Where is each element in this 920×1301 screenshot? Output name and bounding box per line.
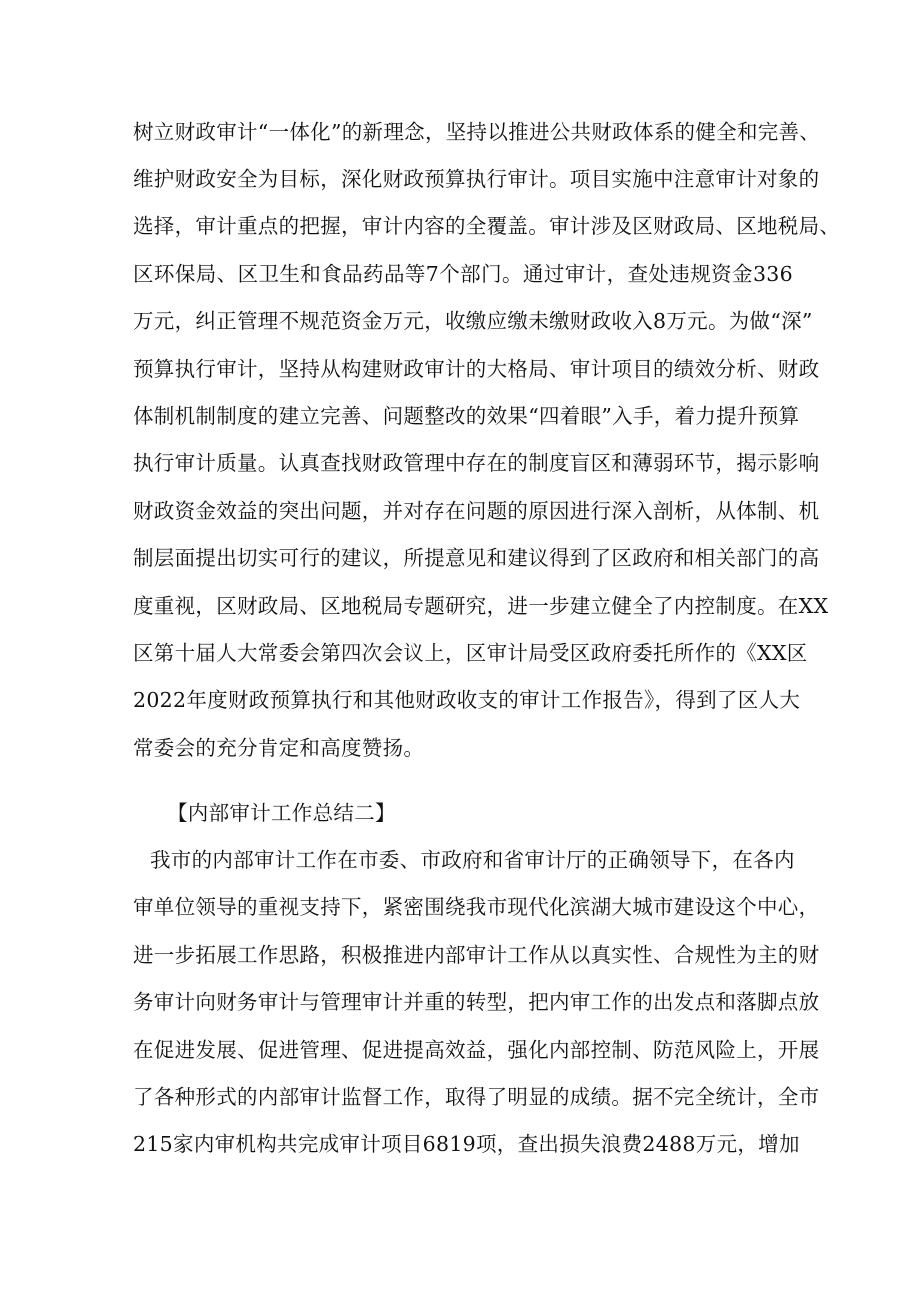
paragraph-2-line-2: 审单位领导的重视支持下，紧密围绕我市现代化滨湖大城市建设这个中心， [133, 895, 820, 919]
paragraph-1-line-5: 万元，纠正管理不规范资金万元，收缴应缴未缴财政收入8万元。为做“深” [133, 309, 813, 333]
paragraph-2-line-5: 在促进发展、促进管理、促进提高效益，强化内部控制、防范风险上，开展 [133, 1038, 820, 1062]
paragraph-1-line-7: 体制机制制度的建立完善、问题整改的效果“四着眼”入手，着力提升预算 [133, 404, 800, 428]
paragraph-1-line-3: 选择，审计重点的把握，审计内容的全覆盖。审计涉及区财政局、区地税局、 [133, 214, 841, 238]
paragraph-2-line-6: 了各种形式的内部审计监督工作，取得了明显的成绩。据不完全统计，全市 [133, 1085, 820, 1109]
paragraph-1-line-10: 制层面提出切实可行的建议，所提意见和建议得到了区政府和相关部门的高 [133, 546, 820, 570]
paragraph-1-line-11: 度重视，区财政局、区地税局专题研究，进一步建立健全了内控制度。在XX [133, 594, 829, 618]
paragraph-1-line-13: 2022年度财政预算执行和其他财政收支的审计工作报告》，得到了区人大 [133, 688, 801, 712]
paragraph-1-line-9: 财政资金效益的突出问题，并对存在问题的原因进行深入剖析，从体制、机 [133, 499, 820, 523]
paragraph-2-line-7: 215家内审机构共完成审计项目6819项，查出损失浪费2488万元，增加 [133, 1132, 800, 1156]
paragraph-1-line-1: 树立财政审计“一体化”的新理念，坚持以推进公共财政体系的健全和完善、 [133, 120, 821, 144]
paragraph-1-line-14: 常委会的充分肯定和高度赞扬。 [133, 736, 425, 760]
paragraph-2-line-4: 务审计向财务审计与管理审计并重的转型，把内审工作的出发点和落脚点放 [133, 990, 820, 1014]
paragraph-2-line-1: 我市的内部审计工作在市委、市政府和省审计厅的正确领导下，在各内 [150, 848, 795, 872]
paragraph-1-line-2: 维护财政安全为目标，深化财政预算执行审计。项目实施中注意审计对象的 [133, 167, 820, 191]
paragraph-2-line-3: 进一步拓展工作思路，积极推进内部审计工作从以真实性、合规性为主的财 [133, 943, 820, 967]
paragraph-1-line-6: 预算执行审计，坚持从构建财政审计的大格局、审计项目的绩效分析、财政 [133, 357, 820, 381]
paragraph-1-line-8: 执行审计质量。认真查找财政管理中存在的制度盲区和薄弱环节，揭示影响 [133, 451, 820, 475]
paragraph-1-line-4: 区环保局、区卫生和食品药品等7个部门。通过审计，查处违规资金336 [133, 262, 793, 286]
paragraph-1-line-12: 区第十届人大常委会第四次会议上，区审计局受区政府委托所作的《XX区 [133, 641, 808, 665]
section-heading: 【内部审计工作总结二】 [167, 801, 396, 825]
